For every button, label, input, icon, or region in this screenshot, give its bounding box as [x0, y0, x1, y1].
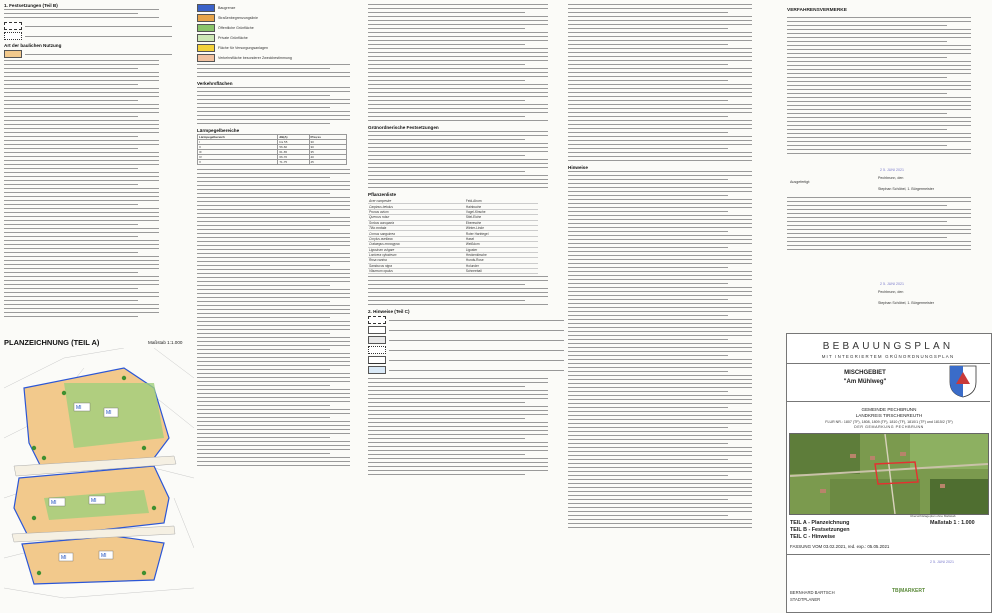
- map-scale: Maßstab 1:1.000: [148, 340, 183, 345]
- legend-label: Baugrenze: [218, 6, 236, 10]
- plant-latin-name: Rosa canina: [368, 258, 465, 263]
- noise-table-title: Lärmpegelbereiche: [197, 128, 240, 133]
- svg-text:MI: MI: [91, 498, 97, 504]
- table-cell: 56-60: [278, 145, 309, 150]
- gemarkung: DER GEMARKUNG PECHBRUNN: [854, 425, 924, 429]
- plant-common-name: Eberesche: [465, 220, 538, 225]
- plant-latin-name: Tilia cordata: [368, 225, 465, 230]
- hinweise-heading: 2. Hinweise (Teil C): [368, 309, 410, 315]
- plant-common-name: Liguster: [465, 247, 538, 252]
- table-row: [198, 160, 347, 165]
- noise-table: [197, 134, 347, 165]
- plant-common-name: Holunder: [465, 263, 538, 268]
- plant-list-table: [368, 199, 538, 274]
- plan-drawing-svg: [4, 348, 194, 610]
- firm-subtitle: STADTPLANER: [790, 597, 821, 602]
- ausgefertigt-label: Ausgefertigt:: [790, 180, 811, 184]
- plant-latin-name: Ligustrum vulgare: [368, 247, 465, 252]
- plant-common-name: Schneeball: [465, 269, 538, 274]
- parcels: FLUR NR.: 1807 (TF), 1808, 1809 (TF), 1810 (TF), 1810/1 (TF) und 1815/2 (TF): [825, 420, 953, 424]
- table-cell: bis 55: [278, 140, 309, 145]
- table-header-cell: R'w,res: [309, 135, 347, 140]
- svg-text:MI: MI: [61, 555, 67, 561]
- legend-item: [197, 44, 363, 52]
- text-block-3: [197, 64, 363, 77]
- legend-swatch: [197, 14, 215, 22]
- gruenordnung-column: [368, 0, 564, 613]
- legend-row-mi: [4, 50, 172, 58]
- legend-label: Öffentliche Grünfläche: [218, 26, 254, 30]
- plant-common-name: Heckenkirsche: [465, 252, 538, 257]
- hint-symbol-row-5: [368, 356, 564, 364]
- plant-common-name: Winter-Linde: [465, 225, 538, 230]
- table-cell: 30: [309, 145, 347, 150]
- legend-item: [197, 34, 363, 42]
- firm-logo: TB|MARKERT: [892, 588, 926, 594]
- plan-drawing[interactable]: [4, 348, 194, 610]
- municipality-crest-icon: [948, 364, 978, 398]
- district: LANDKREIS TIRSCHENREUTH: [855, 413, 923, 418]
- legend-label: Straßenbegrenzungslinie: [218, 16, 258, 20]
- version-date: FASSUNG VOM 03.02.2021, red. exp.: 05.05.2021: [790, 544, 890, 549]
- title-divider-3: [786, 554, 990, 555]
- text-block-2: [4, 60, 172, 317]
- table-cell: 71-75: [278, 160, 309, 165]
- plant-latin-name: Carpinus betulus: [368, 204, 465, 209]
- date-stamp-3: 2 5. JUNI 2021: [930, 560, 954, 564]
- map-title: PLANZEICHNUNG (TEIL A): [4, 338, 100, 347]
- firm-name: BERNHARD BARTSCH: [790, 590, 835, 595]
- hint-symbol-row-6: [368, 366, 564, 374]
- verfahren-title: VERFAHRENSVERMERKE: [787, 8, 847, 13]
- legend-swatch: [197, 54, 215, 62]
- table-cell: 40: [309, 155, 347, 160]
- hinweise-column: [568, 0, 768, 613]
- section-heading: 1. Festsetzungen (Teil B): [4, 3, 58, 8]
- area-name: "Am Mühlweg": [843, 379, 887, 385]
- teil-c-label: TEIL C - Hinweise: [790, 534, 836, 540]
- legend-item: [197, 4, 363, 12]
- plant-latin-name: Quercus robur: [368, 215, 465, 220]
- plant-latin-name: Sambucus nigra: [368, 263, 465, 268]
- table-cell: I: [198, 140, 278, 145]
- date-stamp: 2 5. JUNI 2021: [880, 168, 904, 172]
- plant-row: [368, 269, 538, 274]
- text-block-9: [368, 378, 564, 475]
- mi-area-south: [22, 536, 164, 584]
- table-cell: IV: [198, 155, 278, 160]
- signature-name: Stephan Schöbel, 1. Bürgermeister: [878, 187, 934, 191]
- svg-text:MI: MI: [51, 500, 57, 506]
- table-cell: II: [198, 145, 278, 150]
- plant-list-title: Pflanzenliste: [368, 192, 397, 197]
- legend-swatch: [197, 34, 215, 42]
- text-block-6: [368, 4, 564, 121]
- svg-text:MI: MI: [76, 405, 82, 411]
- plant-common-name: Feld-Ahorn: [465, 199, 538, 204]
- text-block: [4, 9, 172, 18]
- signature-name-2: Stephan Schöbel, 1. Bürgermeister: [878, 301, 934, 305]
- plant-common-name: Vogel-Kirsche: [465, 209, 538, 214]
- plant-latin-name: Cornus sanguinea: [368, 231, 465, 236]
- text-block-4: [197, 87, 363, 124]
- legend-label: Verkehrsfläche besonderer Zweckbestimmung: [218, 56, 292, 60]
- legend-label: Fläche für Versorgungsanlagen: [218, 46, 268, 50]
- plan-heading: BEBAUUNGSPLAN: [822, 341, 954, 352]
- plant-common-name: Hunds-Rose: [465, 258, 538, 263]
- table-cell: 35: [309, 150, 347, 155]
- text-block-10: [568, 4, 768, 161]
- hint-symbol-row: [368, 316, 564, 324]
- plant-latin-name: Acer campestre: [368, 199, 465, 204]
- table-cell: 30: [309, 140, 347, 145]
- plant-latin-name: Corylus avellana: [368, 236, 465, 241]
- text-block-8: [368, 276, 564, 305]
- table-cell: 66-70: [278, 155, 309, 160]
- plant-common-name: Roter Hartriegel: [465, 231, 538, 236]
- legend-swatch: [197, 24, 215, 32]
- hinweise-col4-heading: Hinweise: [568, 165, 588, 170]
- text-block-11: [568, 171, 768, 528]
- aerial-overview-image: [789, 433, 989, 515]
- text-block-5: [197, 169, 363, 466]
- gruen-heading: Grünordnerische Festsetzungen: [368, 125, 439, 130]
- table-cell: III: [198, 150, 278, 155]
- area-type: MISCHGEBIET: [844, 370, 886, 376]
- text-block-7: [368, 131, 564, 188]
- plant-latin-name: Crataegus monogyna: [368, 242, 465, 247]
- title-scale: Maßstab 1 : 1.000: [930, 520, 975, 526]
- svg-text:MI: MI: [106, 410, 112, 416]
- legend-item: [197, 24, 363, 32]
- legend-row-boundary: [4, 22, 172, 30]
- plan-subheading: MIT INTEGRIERTEM GRÜNORDNUNGSPLAN: [821, 354, 955, 359]
- teil-b-label: TEIL B - Festsetzungen: [790, 527, 850, 533]
- date-stamp-2: 2 5. JUNI 2021: [880, 282, 904, 286]
- plant-common-name: Stiel-Eiche: [465, 215, 538, 220]
- svg-text:MI: MI: [101, 553, 107, 559]
- municipality: GEMEINDE PECHBRUNN: [861, 407, 917, 412]
- legend-row-boundary-2: [4, 32, 172, 40]
- plant-common-name: Weißdorn: [465, 242, 538, 247]
- table-header-cell: dB(A): [278, 135, 309, 140]
- table-cell: V: [198, 160, 278, 165]
- signature-place: Pechbrunn, den: [878, 176, 904, 180]
- plant-latin-name: Lonicera xylosteum: [368, 252, 465, 257]
- teil-a-label: TEIL A - Planzeichnung: [790, 520, 850, 526]
- legend-swatch: [197, 44, 215, 52]
- legend-item: [197, 54, 363, 62]
- legend-swatch: [197, 4, 215, 12]
- legend-label: Private Grünfläche: [218, 36, 248, 40]
- plant-latin-name: Viburnum opulus: [368, 269, 465, 274]
- verfahren-text-2: [787, 196, 987, 286]
- table-cell: 61-65: [278, 150, 309, 155]
- hint-symbol-row-4: [368, 346, 564, 354]
- plant-latin-name: Sorbus aucuparia: [368, 220, 465, 225]
- hint-symbol-row-2: [368, 326, 564, 334]
- section-heading-art: Art der baulichen Nutzung: [4, 43, 62, 48]
- plant-common-name: Hainbuche: [465, 204, 538, 209]
- verkehr-heading: Verkehrsflächen: [197, 81, 233, 86]
- legend-list: [197, 4, 363, 62]
- table-cell: 45: [309, 160, 347, 165]
- table-header-cell: Lärmpegelbereich: [198, 135, 278, 140]
- hint-symbol-row-3: [368, 336, 564, 344]
- plant-common-name: Hasel: [465, 236, 538, 241]
- legend-item: [197, 14, 363, 22]
- plant-latin-name: Prunus avium: [368, 209, 465, 214]
- title-divider-2: [786, 401, 990, 402]
- legend-column: [197, 0, 363, 613]
- signature-place-2: Pechbrunn, den: [878, 290, 904, 294]
- photo-caption: Übersichtslageplan ohne Maßstab: [910, 514, 956, 518]
